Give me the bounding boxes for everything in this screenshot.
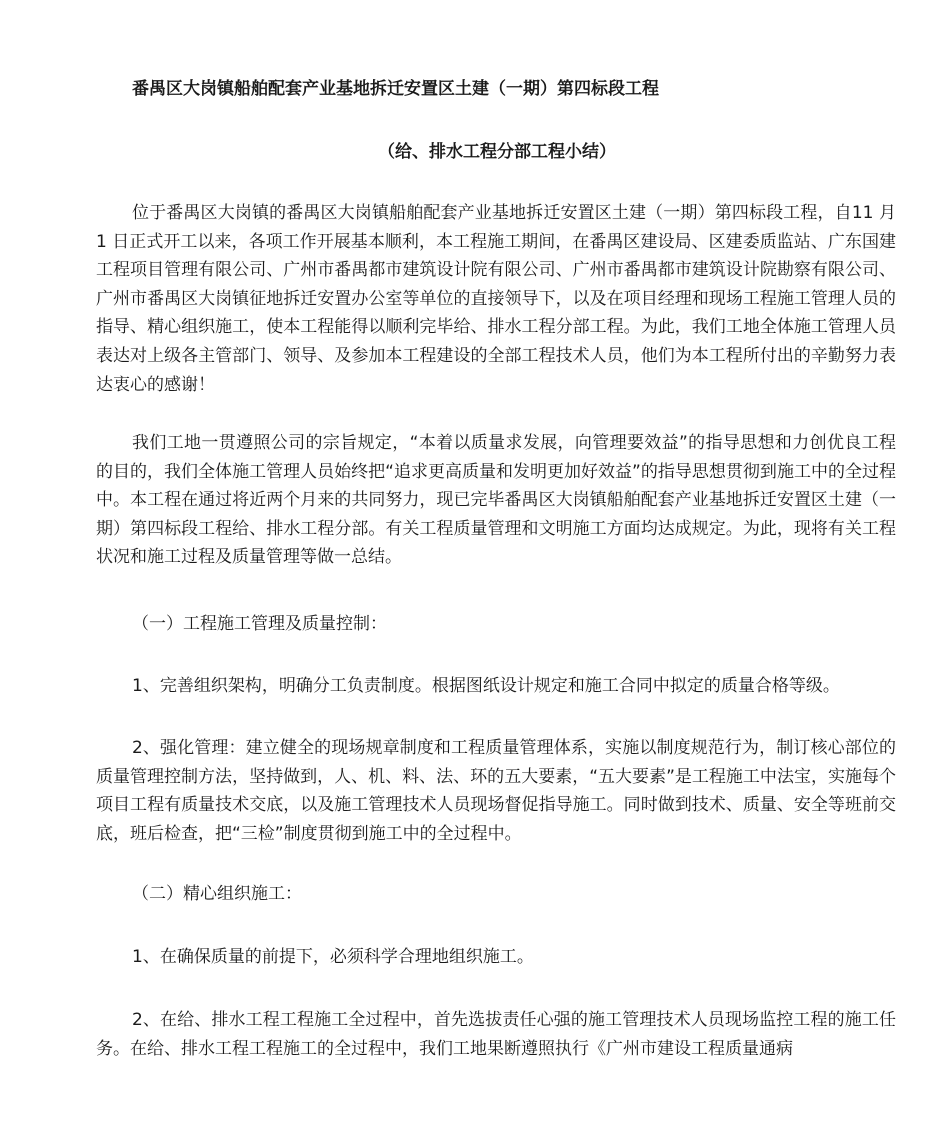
document-title: 番禺区大岗镇船舶配套产业基地拆迁安置区土建（一期）第四标段工程	[132, 79, 659, 99]
paragraph-item: 2、在给、排水工程工程施工全过程中，首先选拔责任心强的施工管理技术人员现场监控工程的施工任务。在给、排水工程工程施工的全过程中，我们工地果断遵照执行《广州市建设工程质量通病	[96, 1010, 896, 1059]
section-heading-quality-control: （一）工程施工管理及质量控制：	[132, 614, 387, 634]
paragraph-item: 1、在确保质量的前提下，必须科学合理地组织施工。	[132, 947, 534, 967]
paragraph-item: 2、强化管理：建立健全的现场规章制度和工程质量管理体系，实施以制度规范行为，制订核心部位的质量管理控制方法，坚持做到，人、机、料、法、环的五大要素，“五大要素”是工程施工中法宝，实施每个项目工程有质量技术交底，以及施工管理技术人员现场督促指导施工。同时做到技术、质量、安全等班前交底，班后检查，把“三检”制度贯彻到施工中的全过程中。	[96, 738, 896, 844]
paragraph-intro: 位于番禺区大岗镇的番禺区大岗镇船舶配套产业基地拆迁安置区土建（一期）第四标段工程，自11 月 1 日正式开工以来，各项工作开展基本顺利，本工程施工期间，在番禺区建设局、区建委质监站、广东国建工程项目管理有限公司、广州市番禺都市建筑设计院有限公司、广州市番禺都市建筑设计院勘察有限公司、广州市番禺区大岗镇征地拆迁安置办公室等单位的直接领导下，以及在项目经理和现场工程施工管理人员的指导、精心组织施工，使本工程能得以顺利完毕给、排水工程分部工程。为此，我们工地全体施工管理人员表达对上级各主管部门、领导、及参加本工程建设的全部工程技术人员，他们为本工程所付出的辛勤努力表达衷心的感谢！	[96, 203, 896, 395]
section-heading-construction: （二）精心组织施工：	[132, 884, 302, 904]
paragraph-item: 1、完善组织架构，明确分工负责制度。根据图纸设计规定和施工合同中拟定的质量合格等级。	[132, 676, 840, 696]
document-subtitle: （给、排水工程分部工程小结）	[378, 142, 616, 162]
paragraph-summary: 我们工地一贯遵照公司的宗旨规定，“本着以质量求发展，向管理要效益”的指导思想和力创优良工程的目的，我们全体施工管理人员始终把“追求更高质量和发明更加好效益”的指导思想贯彻到施工中的全过程中。本工程在通过将近两个月来的共同努力，现已完毕番禺区大岗镇船舶配套产业基地拆迁安置区土建（一期）第四标段工程给、排水工程分部。有关工程质量管理和文明施工方面均达成规定。为此，现将有关工程状况和施工过程及质量管理等做一总结。	[96, 433, 896, 568]
